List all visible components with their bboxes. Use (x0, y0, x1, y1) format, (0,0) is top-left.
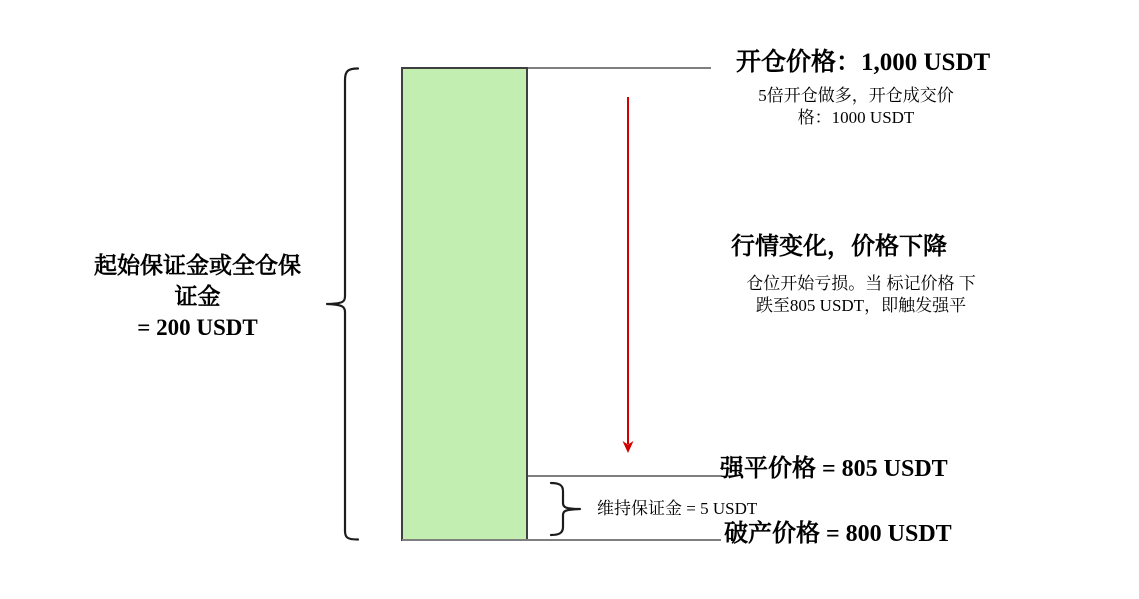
market-change-desc-line1: 仓位开始亏损。当 标记价格 下 (746, 274, 976, 293)
open-price-line (528, 67, 711, 69)
market-change-title: 行情变化，价格下降 (731, 234, 947, 260)
open-price-desc (725, 85, 987, 129)
open-price-desc-line1: 5倍开仓做多，开仓成交价 (758, 86, 954, 105)
initial-margin-label-line1: 起始保证金或全仓保 (94, 253, 301, 278)
initial-margin-label-line2: 证金 (174, 284, 221, 309)
market-change-desc (722, 273, 1000, 317)
open-price-desc-line2: 格：1000 USDT (797, 108, 915, 127)
bankruptcy-price-label: 破产价格 = 800 USDT (724, 521, 952, 547)
liquidation-price-label: 强平价格 = 805 USDT (720, 456, 948, 482)
open-price-title: 开仓价格：1,000 USDT (736, 49, 991, 76)
maintenance-margin-brace (545, 476, 590, 542)
initial-margin-label (60, 250, 335, 343)
initial-margin-label-line3: = 200 USDT (137, 315, 258, 340)
maintenance-margin-label: 维持保证金 = 5 USDT (597, 499, 758, 518)
market-change-desc-line2: 跌至805 USDT，即触发强平 (755, 296, 967, 315)
price-drop-arrow-icon (618, 92, 638, 460)
margin-bar (401, 67, 528, 541)
